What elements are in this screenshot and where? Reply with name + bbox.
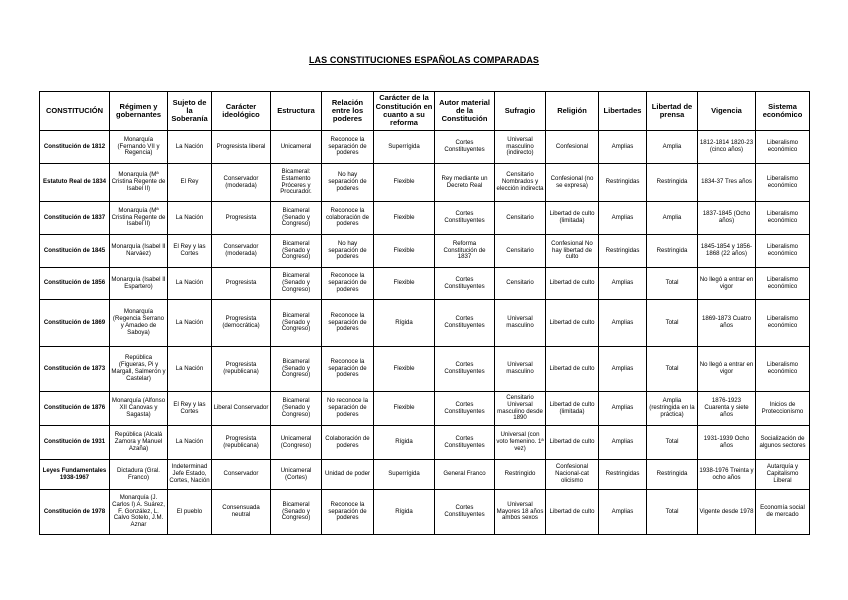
table-cell: La Nación xyxy=(168,268,212,300)
table-cell: Bicameral (Senado y Congreso) xyxy=(271,268,322,300)
table-cell: Reconoce la separación de poderes xyxy=(322,131,374,164)
table-cell: Restringidas xyxy=(599,460,647,490)
table-cell: 1938-1976 Treinta y ocho años xyxy=(698,460,756,490)
header-caracter-ideologico: Carácter ideológico xyxy=(212,92,271,131)
table-cell: Cortes Constituyentes xyxy=(435,268,495,300)
constitution-name-cell: Constitución de 1978 xyxy=(40,490,110,535)
table-cell: Restringida xyxy=(647,164,698,202)
table-row xyxy=(40,347,810,392)
table-cell: Amplias xyxy=(599,202,647,235)
table-cell: Reconoce la separación de poderes xyxy=(322,347,374,392)
table-cell: Reconoce la colaboración de poderes xyxy=(322,202,374,235)
table-row xyxy=(40,202,810,235)
table-row xyxy=(40,426,810,460)
table-row xyxy=(40,392,810,426)
table-cell: República (Figueras, Pi y Margall, Salmerón y Castelar) xyxy=(110,347,168,392)
table-cell: Liberalismo económico xyxy=(756,347,810,392)
table-cell: Total xyxy=(647,347,698,392)
table-cell: Liberalismo económico xyxy=(756,235,810,268)
table-cell: Bicameral (Senado y Congreso) xyxy=(271,235,322,268)
header-caracter-reforma: Carácter de la Constitución en cuanto a su reforma xyxy=(374,92,435,131)
table-cell: Conservador xyxy=(212,460,271,490)
table-cell: Universal masculino xyxy=(495,347,546,392)
page-title: LAS CONSTITUCIONES ESPAÑOLAS COMPARADAS xyxy=(308,55,540,65)
table-cell: Reconoce la separación de poderes xyxy=(322,300,374,347)
table-cell: Bicameral (Senado y Congreso) xyxy=(271,202,322,235)
header-row xyxy=(40,92,810,131)
table-cell: Superrígida xyxy=(374,131,435,164)
table-cell: Libertad de culto xyxy=(546,426,599,460)
table-cell: Progresista liberal xyxy=(212,131,271,164)
constitution-name-cell: Constitución de 1869 xyxy=(40,300,110,347)
constitution-name-cell: Constitución de 1931 xyxy=(40,426,110,460)
table-row xyxy=(40,235,810,268)
table-cell: Libertad de culto xyxy=(546,347,599,392)
table-cell: Bicameral (Senado y Congreso) xyxy=(271,392,322,426)
table-cell: Total xyxy=(647,426,698,460)
table-cell: Autarquía y Capitalismo Liberal xyxy=(756,460,810,490)
table-cell: Cortes Constituyentes xyxy=(435,347,495,392)
header-libertades: Libertades xyxy=(599,92,647,131)
table-cell: El Rey y las Cortes xyxy=(168,392,212,426)
table-body xyxy=(40,131,810,535)
table-row xyxy=(40,460,810,490)
table-cell: Progresista xyxy=(212,268,271,300)
table-cell: El Rey xyxy=(168,164,212,202)
table-row xyxy=(40,490,810,535)
header-regimen: Régimen y gobernantes xyxy=(110,92,168,131)
table-cell: Restringida xyxy=(647,235,698,268)
table-cell: Universal Mayores 18 años ambos sexos xyxy=(495,490,546,535)
table-cell: Unicameral (Congreso) xyxy=(271,426,322,460)
table-cell: Liberalismo económico xyxy=(756,164,810,202)
table-cell: No hay separación de poderes xyxy=(322,235,374,268)
table-cell: 1845-1854 y 1856-1868 (22 años) xyxy=(698,235,756,268)
table-cell: No llegó a entrar en vigor xyxy=(698,347,756,392)
table-cell: Monarquía (Alfonso XII Canovas y Sagasta) xyxy=(110,392,168,426)
table-cell: Unidad de poder xyxy=(322,460,374,490)
table-cell: Amplias xyxy=(599,392,647,426)
table-cell: Censitario xyxy=(495,202,546,235)
table-cell: Libertad de culto xyxy=(546,300,599,347)
header-vigencia: Vigencia xyxy=(698,92,756,131)
table-row xyxy=(40,164,810,202)
constitution-name-cell: Constitución de 1812 xyxy=(40,131,110,164)
header-estructura: Estructura xyxy=(271,92,322,131)
table-cell: Superrígida xyxy=(374,460,435,490)
table-cell: Monarquía (Mª Cristina Regente de Isabel II) xyxy=(110,164,168,202)
table-cell: General Franco xyxy=(435,460,495,490)
table-cell: Censitario xyxy=(495,268,546,300)
header-libertad-prensa: Libertad de prensa xyxy=(647,92,698,131)
table-cell: Liberalismo económico xyxy=(756,300,810,347)
table-cell: Amplias xyxy=(599,268,647,300)
table-cell: Flexible xyxy=(374,268,435,300)
table-cell: Monarquía (Fernando VII y Regencia) xyxy=(110,131,168,164)
table-cell: Rígida xyxy=(374,490,435,535)
table-cell: Total xyxy=(647,268,698,300)
table-cell: Rígida xyxy=(374,300,435,347)
table-cell: Libertad de culto (limitada) xyxy=(546,202,599,235)
table-cell: Progresista (democrática) xyxy=(212,300,271,347)
table-cell: Censitario Universal masculino desde 1890 xyxy=(495,392,546,426)
table-cell: Censitario Nombrados y elección indirecta xyxy=(495,164,546,202)
table-cell: Flexible xyxy=(374,164,435,202)
table-cell: Cortes Constituyentes xyxy=(435,300,495,347)
table-cell: Libertad de culto (limitada) xyxy=(546,392,599,426)
table-cell: Bicameral (Senado y Congreso) xyxy=(271,490,322,535)
table-cell: Progresista xyxy=(212,202,271,235)
table-cell: Monarquía (Isabel II Narváez) xyxy=(110,235,168,268)
constitution-name-cell: Constitución de 1856 xyxy=(40,268,110,300)
table-cell: Flexible xyxy=(374,392,435,426)
table-cell: La Nación xyxy=(168,347,212,392)
table-cell: Total xyxy=(647,300,698,347)
constitution-name-cell: Leyes Fundamentales 1938-1967 xyxy=(40,460,110,490)
table-cell: Unicameral (Cortes) xyxy=(271,460,322,490)
table-cell: Restringidas xyxy=(599,235,647,268)
table-cell: No llegó a entrar en vigor xyxy=(698,268,756,300)
table-cell: Libertad de culto xyxy=(546,490,599,535)
table-cell: 1876-1923 Cuarenta y siete años xyxy=(698,392,756,426)
header-sistema-economico: Sistema económico xyxy=(756,92,810,131)
constitution-name-cell: Constitución de 1837 xyxy=(40,202,110,235)
table-cell: Socialización de algunos sectores xyxy=(756,426,810,460)
table-cell: Flexible xyxy=(374,235,435,268)
table-cell: No reconoce la separación de poderes xyxy=(322,392,374,426)
table-cell: Confesional Nacional-cat olicismo xyxy=(546,460,599,490)
table-cell: Liberalismo económico xyxy=(756,268,810,300)
constitutions-table xyxy=(39,91,810,535)
table-cell: 1812-1814 1820-23 (cinco años) xyxy=(698,131,756,164)
table-cell: Amplia xyxy=(647,202,698,235)
table-cell: Monarquía (J. Carlos I) A. Suárez, F. González, L. Calvo Sotelo, J.M. Aznar xyxy=(110,490,168,535)
header-relacion-poderes: Relación entre los poderes xyxy=(322,92,374,131)
table-cell: Universal masculino (indirecto) xyxy=(495,131,546,164)
table-cell: El Rey y las Cortes xyxy=(168,235,212,268)
table-cell: Confesional No hay libertad de culto xyxy=(546,235,599,268)
table-cell: Liberalismo económico xyxy=(756,131,810,164)
table-cell: Amplias xyxy=(599,131,647,164)
table-cell: Vigente desde 1978 xyxy=(698,490,756,535)
table-cell: Progresista (republicana) xyxy=(212,347,271,392)
table-cell: Monarquía (Regencia Serrano y Amadeo de Saboya) xyxy=(110,300,168,347)
table-cell: Conservador (moderada) xyxy=(212,235,271,268)
table-cell: Universal (con voto femenino. 1ª vez) xyxy=(495,426,546,460)
table-cell: La Nación xyxy=(168,300,212,347)
table-cell: Reconoce la separación de poderes xyxy=(322,490,374,535)
header-soberania: Sujeto de la Soberanía xyxy=(168,92,212,131)
table-cell: Flexible xyxy=(374,202,435,235)
table-cell: Unicameral xyxy=(271,131,322,164)
table-cell: Bicameral (Senado y Congreso) xyxy=(271,347,322,392)
table-cell: La Nación xyxy=(168,131,212,164)
table-cell: Confesional (no se expresa) xyxy=(546,164,599,202)
table-cell: Confesional xyxy=(546,131,599,164)
table-cell: Cortes Constituyentes xyxy=(435,426,495,460)
table-cell: Reconoce la separación de poderes xyxy=(322,268,374,300)
table-cell: Amplias xyxy=(599,347,647,392)
table-cell: Rígida xyxy=(374,426,435,460)
table-cell: Amplias xyxy=(599,300,647,347)
table-cell: Bicameral (Senado y Congreso) xyxy=(271,300,322,347)
table-cell: Amplia (restringida en la práctica) xyxy=(647,392,698,426)
table-cell: Bicameral: Estamento Próceres y Procurador. xyxy=(271,164,322,202)
table-cell: Monarquía (Isabel II Espartero) xyxy=(110,268,168,300)
table-cell: Flexible xyxy=(374,347,435,392)
constitution-name-cell: Constitución de 1845 xyxy=(40,235,110,268)
table-cell: La Nación xyxy=(168,426,212,460)
table-cell: Consensuada neutral xyxy=(212,490,271,535)
table-row xyxy=(40,300,810,347)
table-cell: Amplias xyxy=(599,490,647,535)
table-cell: Conservador (moderada) xyxy=(212,164,271,202)
table-cell: Inicios de Proteccionismo xyxy=(756,392,810,426)
header-religion: Religión xyxy=(546,92,599,131)
constitution-name-cell: Estatuto Real de 1834 xyxy=(40,164,110,202)
table-cell: Libertad de culto xyxy=(546,268,599,300)
constitution-name-cell: Constitución de 1876 xyxy=(40,392,110,426)
table-cell: 1837-1845 (Ocho años) xyxy=(698,202,756,235)
table-cell: Rey mediante un Decreto Real xyxy=(435,164,495,202)
table-row xyxy=(40,268,810,300)
table-row xyxy=(40,131,810,164)
table-cell: Monarquía (Mª Cristina Regente de Isabel II) xyxy=(110,202,168,235)
table-cell: Restringido xyxy=(495,460,546,490)
table-cell: El pueblo xyxy=(168,490,212,535)
table-cell: Liberal Conservador xyxy=(212,392,271,426)
table-cell: Universal masculino xyxy=(495,300,546,347)
constitution-name-cell: Constitución de 1873 xyxy=(40,347,110,392)
table-cell: 1869-1873 Cuatro años xyxy=(698,300,756,347)
table-cell: Liberalismo económico xyxy=(756,202,810,235)
table-cell: Progresista (republicana) xyxy=(212,426,271,460)
table-cell: Cortes Constituyentes xyxy=(435,490,495,535)
table-cell: Total xyxy=(647,490,698,535)
table-cell: Dictadura (Gral. Franco) xyxy=(110,460,168,490)
table-cell: Cortes Constituyentes xyxy=(435,202,495,235)
header-autor-material: Autor material de la Constitución xyxy=(435,92,495,131)
table-cell: Reforma Constitución de 1837 xyxy=(435,235,495,268)
table-cell: Cortes Constituyentes xyxy=(435,392,495,426)
header-constitucion: CONSTITUCIÓN xyxy=(40,92,110,131)
table-cell: 1931-1939 Ocho años xyxy=(698,426,756,460)
table-cell: Restringida xyxy=(647,460,698,490)
table-cell: La Nación xyxy=(168,202,212,235)
table-cell: República (Alcalá Zamora y Manuel Azaña) xyxy=(110,426,168,460)
table-cell: Amplia xyxy=(647,131,698,164)
table-cell: Amplias xyxy=(599,426,647,460)
table-cell: 1834-37 Tres años xyxy=(698,164,756,202)
table-cell: Colaboración de poderes xyxy=(322,426,374,460)
table-cell: Cortes Constituyentes xyxy=(435,131,495,164)
table-cell: Indeterminad Jefe Estado, Cortes, Nación xyxy=(168,460,212,490)
table-cell: Economía social de mercado xyxy=(756,490,810,535)
table-cell: Restringidas xyxy=(599,164,647,202)
table-cell: Censitario xyxy=(495,235,546,268)
header-sufragio: Sufragio xyxy=(495,92,546,131)
table-cell: No hay separación de poderes xyxy=(322,164,374,202)
